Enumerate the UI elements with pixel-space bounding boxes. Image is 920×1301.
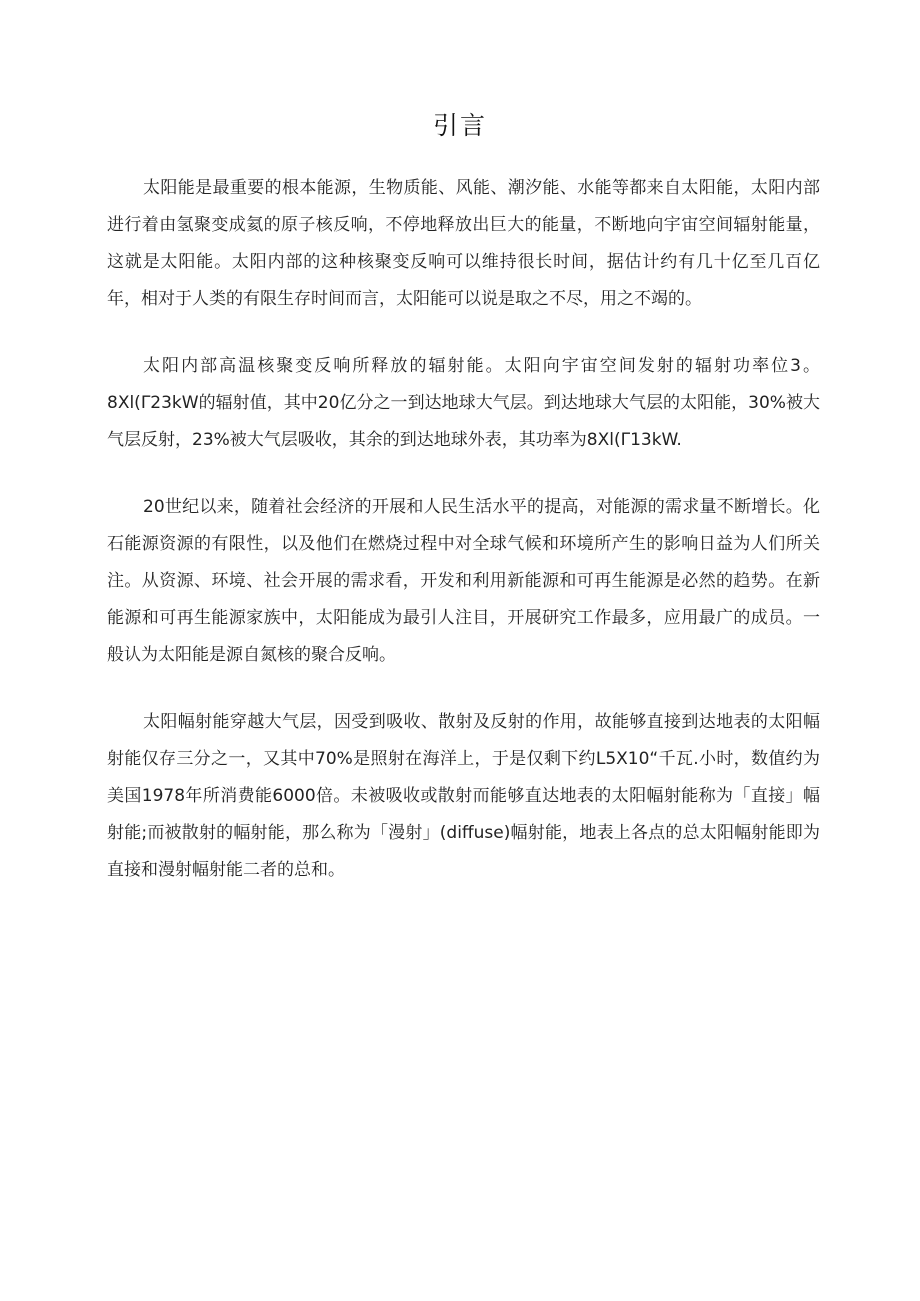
document-body — [107, 170, 820, 889]
paragraph-energy-demand: 20世纪以来，随着社会经济的开展和人民生活水平的提高，对能源的需求量不断增长。化石能源资源的有限性，以及他们在燃烧过程中对全球气候和环境所产生的影响日益为人们所关注。从资源、环境、社会开展的需求看，开发和利用新能源和可再生能源是必然的趋势。在新能源和可再生能源家族中，太阳能成为最引人注目，开展研究工作最多，应用最广的成员。一般认为太阳能是源自氮核的聚合反响。 — [107, 497, 820, 665]
paragraph-solar-energy-origin: 太阳能是最重要的根本能源，生物质能、风能、潮汐能、水能等都来自太阳能，太阳内部进行着由氢聚变成氦的原子核反响，不停地释放出巨大的能量，不断地向宇宙空间辐射能量，这就是太阳能。太阳内部的这种核聚变反响可以维持很长时间，据估计约有几十亿至几百亿年，相对于人类的有限生存时间而言，太阳能可以说是取之不尽，用之不竭的。 — [107, 178, 820, 309]
page-title: 引言 — [432, 111, 487, 140]
paragraph-radiation-power: 太阳内部高温核聚变反响所释放的辐射能。太阳向宇宙空间发射的辐射功率位3。8Xl(Γ23kW的辐射值，其中20亿分之一到达地球大气层。到达地球大气层的太阳能，30%被大气层反射，23%被大气层吸收，其余的到达地球外表，其功率为8Xl(Γ13kW. — [107, 356, 820, 450]
paragraph-direct-diffuse-radiation: 太阳幅射能穿越大气层，因受到吸收、散射及反射的作用，故能够直接到达地表的太阳幅射能仅存三分之一，又其中70%是照射在海洋上，于是仅剩下约L5X10“千瓦.小时，数值约为美国1978年所消费能6000倍。未被吸收或散射而能够直达地表的太阳幅射能称为「直接」幅射能;而被散射的幅射能，那么称为「漫射」(diffuse)幅射能，地表上各点的总太阳幅射能即为直接和漫射幅射能二者的总和。 — [107, 712, 820, 880]
